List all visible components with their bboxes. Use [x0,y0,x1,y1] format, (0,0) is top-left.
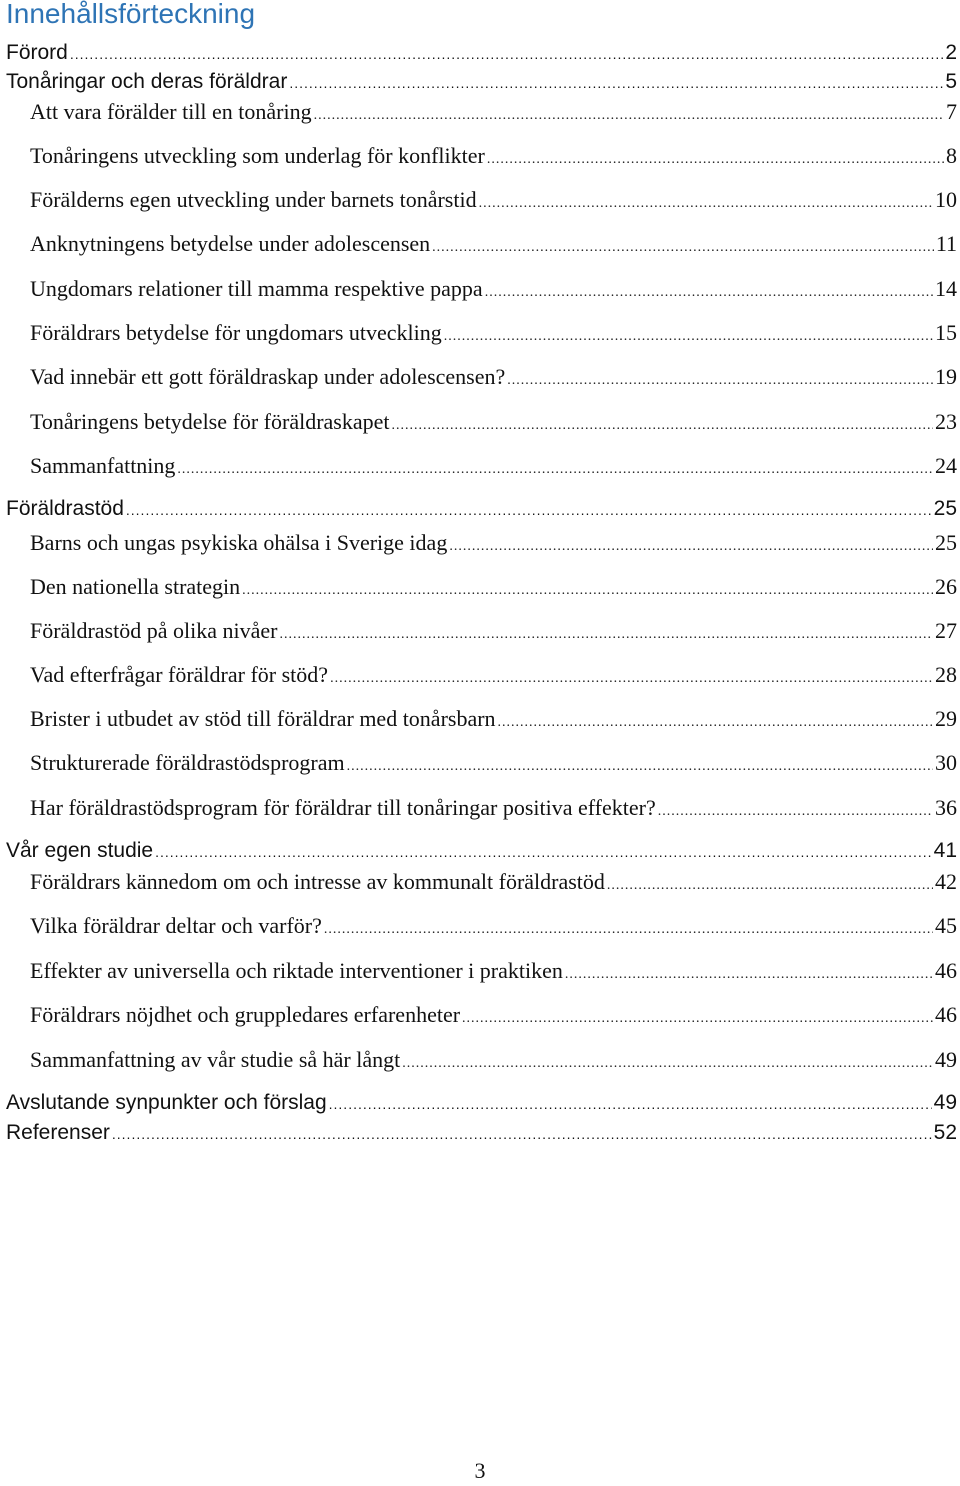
toc-entry-page: 14 [935,276,957,301]
toc-entry[interactable] [0,99,957,129]
toc-entry-title: Har föräldrastödsprogram för föräldrar till tonåringar positiva effekter? [30,795,656,820]
toc-entry-title: Barns och ungas psykiska ohälsa i Sverige idag [30,530,448,555]
toc-entry-page: 11 [935,231,957,256]
toc-entry-title: Anknytningens betydelse under adolescensen [30,231,431,256]
dot-leader [242,583,933,599]
dot-leader [126,502,932,518]
toc-entry-title: Föräldrastöd på olika nivåer [30,618,278,643]
toc-entry[interactable] [0,1121,957,1151]
dot-leader [112,1126,932,1142]
toc-entry-title: Tonåringens betydelse för föräldraskapet [30,409,390,434]
toc-entry-title: Tonåringar och deras föräldrar [6,70,288,93]
toc-entry[interactable] [0,1047,957,1077]
dot-leader [324,922,933,938]
toc-entry-title: Tonåringens utveckling som underlag för konflikter [30,143,485,168]
dot-leader [314,108,944,124]
dot-leader [155,844,932,860]
dot-leader [658,804,933,820]
dot-leader [279,627,933,643]
toc-entry-title: Förord [6,41,68,64]
dot-leader [289,75,943,91]
toc-entry-page: 15 [935,320,957,345]
toc-entry-page: 28 [935,662,957,687]
toc-entry-title: Föräldrars kännedom om och intresse av kommunalt föräldrastöd [30,869,605,894]
dot-leader [347,759,933,775]
toc-entry[interactable] [0,839,957,869]
toc-entry[interactable] [0,41,957,71]
toc-entry-page: 52 [933,1121,957,1144]
toc-entry-title: Vad innebär ett gott föräldraskap under adolescensen? [30,364,506,389]
toc-entry-page: 24 [935,453,957,478]
toc-entry-page: 49 [933,1091,957,1114]
toc-entry-page: 19 [935,364,957,389]
dot-leader [485,285,933,301]
dot-leader [177,462,933,478]
toc-entry[interactable] [0,1091,957,1121]
toc-heading: Innehållsförteckning [6,0,256,29]
toc-entry[interactable] [0,409,957,439]
toc-entry-page: 46 [935,1002,957,1027]
dot-leader [487,152,944,168]
toc-entry-title: Strukturerade föräldrastödsprogram [30,750,345,775]
toc-entry-title: Brister i utbudet av stöd till föräldrar med tonårsbarn [30,706,496,731]
toc-entry-page: 27 [935,618,957,643]
toc-entry-title: Vad efterfrågar föräldrar för stöd? [30,662,329,687]
toc-entry-page: 25 [935,530,957,555]
dot-leader [565,967,933,983]
dot-leader [392,418,934,434]
toc-entry-title: Ungdomars relationer till mamma respektive pappa [30,276,483,301]
toc-entry-title: Att vara förälder till en tonåring [30,99,312,124]
toc-entry-page: 45 [935,913,957,938]
toc-entry[interactable] [0,662,957,692]
toc-entry[interactable] [0,320,957,350]
toc-entry[interactable] [0,1002,957,1032]
dot-leader [479,196,933,212]
toc-entry-page: 7 [946,99,957,124]
toc-entry-title: Förälderns egen utveckling under barnets tonårstid [30,187,477,212]
toc-entry-title: Föräldrars betydelse för ungdomars utveckling [30,320,442,345]
toc-entry[interactable] [0,795,957,825]
toc-entry[interactable] [0,530,957,560]
toc-entry[interactable] [0,187,957,217]
dot-leader [432,240,934,256]
toc-entry[interactable] [0,913,957,943]
toc-entry[interactable] [0,958,957,988]
dot-leader [507,373,933,389]
toc-entry[interactable] [0,750,957,780]
toc-entry-title: Föräldrars nöjdhet och gruppledares erfarenheter [30,1002,461,1027]
toc-entry-title: Referenser [6,1121,110,1144]
dot-leader [402,1056,933,1072]
toc-entry[interactable] [0,618,957,648]
toc-entry[interactable] [0,869,957,899]
dot-leader [70,46,943,62]
toc-entry[interactable] [0,70,957,100]
toc-entry-page: 41 [933,839,957,862]
toc-entry-title: Sammanfattning [30,453,176,478]
dot-leader [449,539,933,555]
dot-leader [329,1096,932,1112]
toc-entry-page: 36 [935,795,957,820]
toc-entry-page: 46 [935,958,957,983]
toc-entry[interactable] [0,143,957,173]
toc-entry[interactable] [0,497,957,527]
toc-entry-title: Sammanfattning av vår studie så här långt [30,1047,401,1072]
toc-entry-page: 26 [935,574,957,599]
toc-entry-title: Vilka föräldrar deltar och varför? [30,913,322,938]
dot-leader [462,1011,933,1027]
toc-entry-page: 23 [935,409,957,434]
toc-entry-page: 29 [935,706,957,731]
toc-entry-page: 5 [945,70,957,93]
toc-entry-title: Vår egen studie [6,839,154,862]
dot-leader [330,671,933,687]
dot-leader [498,715,933,731]
toc-entry-page: 49 [935,1047,957,1072]
toc-entry-title: Föräldrastöd [6,497,124,520]
toc-entry-title: Avslutande synpunkter och förslag [6,1091,327,1114]
dot-leader [444,329,933,345]
page-number: 3 [474,1458,486,1483]
toc-entry[interactable] [0,231,957,261]
toc-entry-page: 10 [935,187,957,212]
toc-entry-page: 30 [935,750,957,775]
toc-entry[interactable] [0,706,957,736]
toc-entry-page: 25 [933,497,957,520]
dot-leader [607,878,933,894]
toc-entry[interactable] [0,364,957,394]
toc-entry-page: 2 [945,41,957,64]
toc-entry[interactable] [0,276,957,306]
toc-entry-page: 42 [935,869,957,894]
toc-entry[interactable] [0,453,957,483]
toc-entry[interactable] [0,574,957,604]
toc-entry-title: Effekter av universella och riktade interventioner i praktiken [30,958,563,983]
toc-entry-page: 8 [946,143,957,168]
toc-entry-title: Den nationella strategin [30,574,241,599]
